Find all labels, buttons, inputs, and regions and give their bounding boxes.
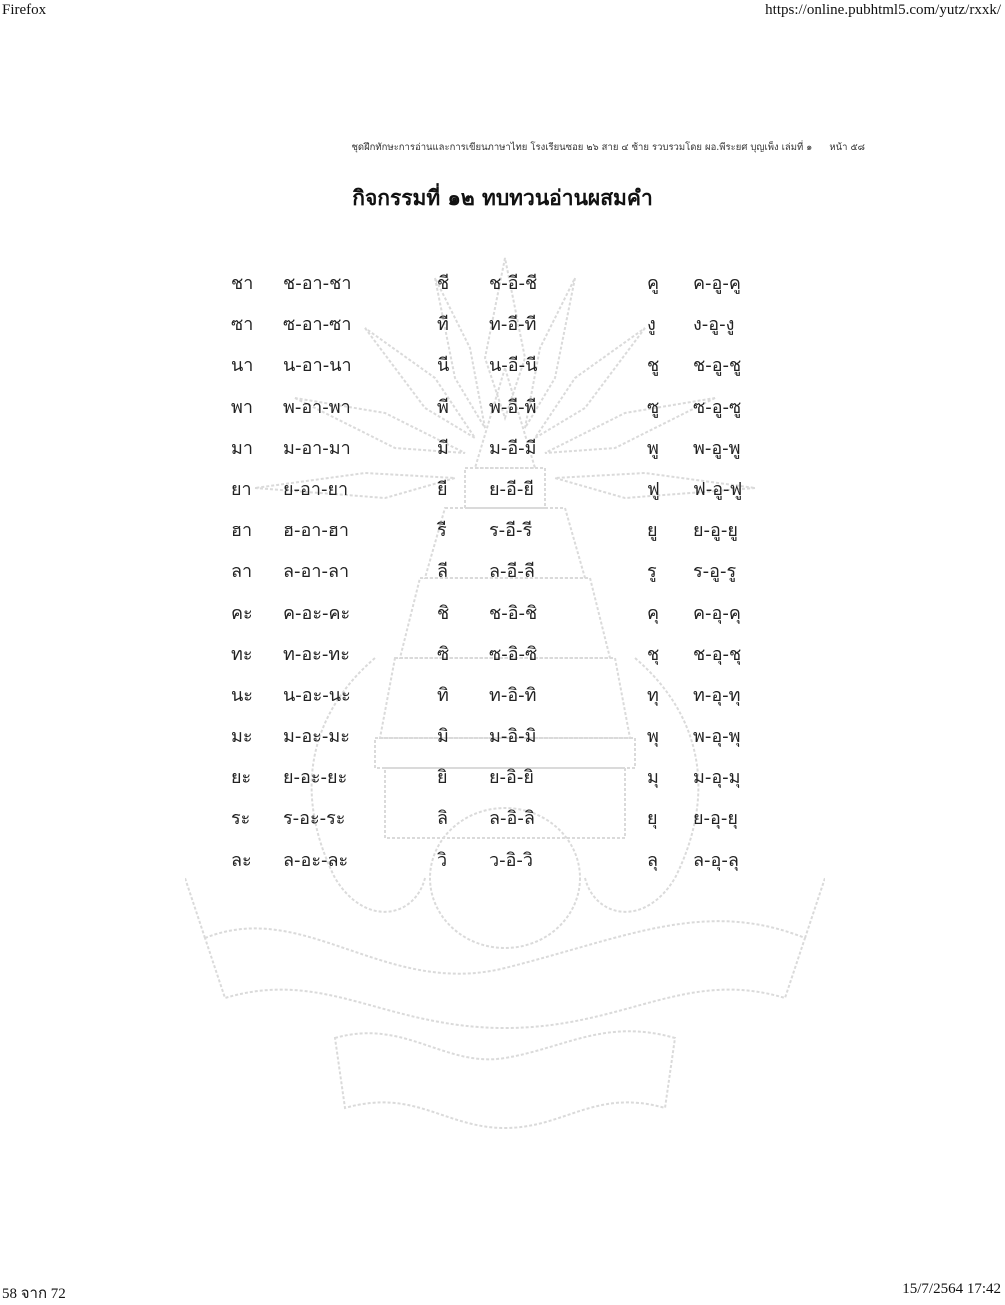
word-a: ลา [231,561,253,583]
word-c: คู [647,273,660,294]
word-b: ยี [437,478,448,500]
page-url[interactable]: https://online.pubhtml5.com/yutz/rxxk/ [765,2,1001,18]
word-a: นะ [231,684,253,706]
spelling-b: ย-อิ-ยิ [489,767,534,789]
spelling-c: ท-อุ-ทุ [693,684,741,706]
spelling-a: ฮ-อา-ฮา [283,520,349,542]
word-c: รู [647,561,657,583]
word-c: มุ [647,767,659,789]
spelling-b: ช-อี-ชี [489,273,538,294]
spelling-b: ท-อิ-ทิ [489,684,537,706]
word-b: มี [437,437,449,459]
spelling-a: ล-อะ-ละ [283,849,349,871]
spelling-b: ว-อิ-วิ [489,849,534,871]
word-c: งู [647,314,656,336]
word-c: คุ [647,602,660,624]
spelling-a: ซ-อา-ซา [283,314,352,336]
print-timestamp: 15/7/2564 17:42 [902,1281,1001,1297]
spelling-b: น-อี-นี [489,355,538,377]
word-c: ลุ [647,849,659,871]
word-c: ชู [647,355,660,377]
document-header-text: ชุดฝึกทักษะการอ่านและการเขียนภาษาไทย โรงเรียนซอย ๒๖ สาย ๔ ซ้าย รวบรวมโดย ผอ.พีระยศ บุญเพ็ง เล่มที่ ๑ [351,142,813,153]
spelling-b: พ-อี-พี [489,396,537,418]
word-b: ชิ [437,602,450,624]
spelling-b: ม-อี-มี [489,437,537,459]
word-a: ยะ [231,767,252,789]
table-row [0,392,1005,433]
word-b: มิ [437,726,449,748]
spelling-a: ย-อะ-ยะ [283,767,348,789]
word-a: ชา [231,273,254,294]
spelling-a: ค-อะ-คะ [283,602,351,624]
table-row [0,680,1005,721]
word-b: ลี [437,561,449,583]
spelling-c: ช-อุ-ชุ [693,643,742,665]
word-c: ซู [647,396,660,418]
word-b: ลิ [437,808,449,830]
spelling-a: ช-อา-ชา [283,273,352,294]
word-b: นี [437,355,450,377]
spelling-c: ค-อุ-คุ [693,602,741,624]
word-c: ชุ [647,643,660,665]
spelling-a: ม-อะ-มะ [283,726,350,748]
word-b: ทิ [437,684,449,706]
spelling-b: ล-อี-ลี [489,561,535,583]
word-a: นา [231,355,254,377]
spelling-b: ย-อี-ยี [489,478,534,500]
table-row [0,803,1005,844]
spelling-c: ค-อู-คู [693,273,741,294]
table-row [0,515,1005,556]
spelling-c: ซ-อู-ซู [693,396,742,418]
spelling-c: ช-อู-ชู [693,355,742,377]
word-a: มะ [231,726,253,748]
word-c: พุ [647,726,659,748]
spelling-c: ย-อู-ยู [693,520,738,542]
word-b: ยิ [437,767,448,789]
spelling-a: ร-อะ-ระ [283,808,346,830]
word-b: ซิ [437,643,450,665]
word-a: คะ [231,602,253,624]
word-a: พา [231,396,253,418]
spelling-c: ฟ-อู-ฟู [693,478,743,500]
spelling-a: ท-อะ-ทะ [283,643,350,665]
word-a: ละ [231,849,252,871]
spelling-b: ช-อิ-ชิ [489,602,538,624]
table-row [0,598,1005,639]
spelling-a: ย-อา-ยา [283,478,349,500]
spelling-a: น-อะ-นะ [283,684,351,706]
document-page-number: หน้า ๕๘ [829,142,865,153]
word-c: ฟู [647,478,660,500]
table-row [0,721,1005,762]
word-b: รี [437,520,447,542]
word-b: วิ [437,849,448,871]
spelling-c: ม-อุ-มุ [693,767,741,789]
word-a: มา [231,437,253,459]
word-c: ยุ [647,808,658,830]
word-b: ชี [437,273,450,294]
word-a: ทะ [231,643,253,665]
spelling-c: พ-อุ-พุ [693,726,741,748]
print-page-counter: 58 จาก 72 [2,1286,66,1302]
spelling-b: ล-อิ-ลิ [489,808,535,830]
word-b: ที [437,314,449,336]
table-row [0,474,1005,515]
table-row [0,639,1005,680]
spelling-b: ซ-อิ-ซิ [489,643,538,665]
word-c: ยู [647,520,658,542]
spelling-b: ม-อิ-มิ [489,726,537,748]
spelling-c: ง-อู-งู [693,314,735,336]
spelling-a: พ-อา-พา [283,396,351,418]
table-row [0,556,1005,597]
word-a: ระ [231,808,251,830]
word-a: ฮา [231,520,253,542]
word-c: ทุ [647,684,659,706]
table-row [0,762,1005,803]
spelling-c: ล-อุ-ลุ [693,849,739,871]
word-b: พี [437,396,449,418]
word-a: ซา [231,314,254,336]
spelling-a: ล-อา-ลา [283,561,350,583]
document-running-header [351,140,865,155]
spelling-c: พ-อู-พู [693,437,741,459]
spelling-c: ร-อู-รู [693,561,737,583]
spelling-c: ย-อุ-ยุ [693,808,738,830]
spelling-b: ร-อี-รี [489,520,533,542]
table-row [0,350,1005,391]
word-spelling-table [0,268,1005,886]
table-row [0,845,1005,886]
word-c: พู [647,437,659,459]
spelling-b: ท-อี-ที [489,314,537,336]
word-a: ยา [231,478,252,500]
activity-title: กิจกรรมที่ ๑๒ ทบทวนอ่านผสมคำ [352,186,653,210]
browser-app-name: Firefox [2,2,47,18]
spelling-a: น-อา-นา [283,355,352,377]
table-row [0,433,1005,474]
spelling-a: ม-อา-มา [283,437,351,459]
table-row [0,268,1005,309]
table-row [0,309,1005,350]
